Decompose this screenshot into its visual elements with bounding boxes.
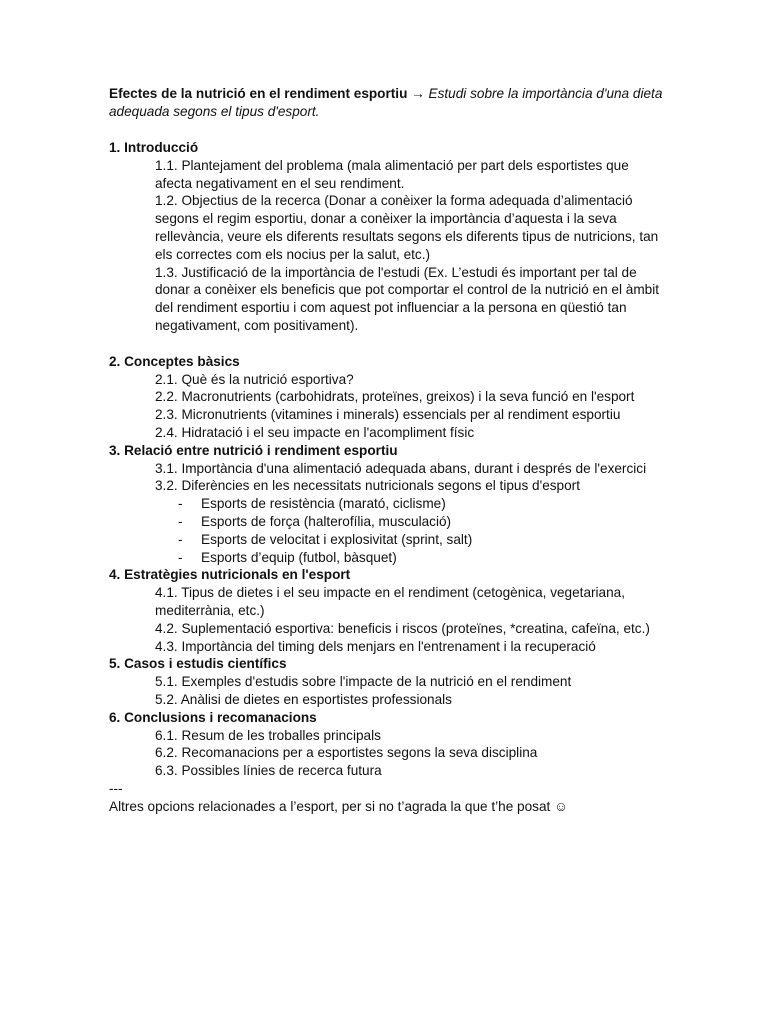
list-item: 4.1. Tipus de dietes i el seu impacte en el rendiment (cetogènica, vegetariana, mediterrània, etc.): [155, 585, 626, 618]
list-item: 2.1. Què és la nutrició esportiva?: [155, 371, 354, 387]
sub-list-item: [109, 495, 669, 513]
sub-list-item: [109, 513, 669, 531]
separator: ---: [109, 780, 123, 796]
list-item: 6.2. Recomanacions per a esportistes segons la seva disciplina: [155, 745, 538, 761]
sub-list-item-text: Esports de velocitat i explosivitat (sprint, salt): [201, 531, 473, 547]
sub-list-item: [109, 549, 669, 567]
list-item: 5.1. Exemples d'estudis sobre l'impacte de la nutrició en el rendiment: [155, 674, 572, 690]
title-main: Efectes de la nutrició en el rendiment esportiu: [109, 86, 408, 101]
sub-list-item: [109, 531, 669, 549]
footer-note: Altres opcions relacionades a l’esport, per si no t’agrada la que t’he posat ☺: [109, 798, 568, 814]
dash-bullet: -: [178, 531, 183, 547]
sub-list-item-text: Esports de força (halterofília, musculació): [201, 513, 452, 529]
list-item: 3.1. Importància d'una alimentació adequada abans, durant i després de l'exercici: [155, 460, 647, 476]
sub-list-item-text: Esports d’equip (futbol, bàsquet): [201, 549, 397, 565]
section-heading: 3. Relació entre nutrició i rendiment esportiu: [109, 442, 398, 458]
list-item: 1.3. Justificació de la importància de l'estudi (Ex. L’estudi és important per tal de donar a conèixer els beneficis que pot comportar el control de la nutrició en el àmbit del rendiment esportiu i com aquest pot influenciar a la persona en qüestió tan negativament, com positivament).: [155, 264, 660, 333]
section-2: [109, 353, 669, 442]
spacer: [109, 335, 669, 353]
list-item: 6.1. Resum de les troballes principals: [155, 727, 381, 743]
list-item: 1.1. Plantejament del problema (mala alimentació per part dels esportistes que afecta negativament en el seu rendiment.: [155, 157, 629, 191]
section-5: [109, 655, 669, 708]
section-heading: 4. Estratègies nutricionals en l'esport: [109, 567, 351, 583]
section-6: [109, 709, 669, 780]
sub-list-item-text: Esports de resistència (marató, ciclisme): [201, 496, 446, 512]
spacer: [109, 121, 669, 139]
title-subtitle: Estudi sobre la importància d'una dieta adequada segons el tipus d'esport.: [109, 86, 663, 119]
document-title: [109, 85, 669, 121]
section-heading: 2. Conceptes bàsics: [109, 353, 240, 369]
arrow-icon: →: [411, 86, 425, 101]
list-item: 2.2. Macronutrients (carbohidrats, proteïnes, greixos) i la seva funció en l'esport: [155, 389, 635, 405]
section-1: [109, 139, 669, 335]
section-heading: 6. Conclusions i recomanacions: [109, 709, 317, 725]
list-item: 2.3. Micronutrients (vitamines i minerals) essencials per al rendiment esportiu: [155, 407, 621, 423]
list-item: 5.2. Anàlisi de dietes en esportistes professionals: [155, 691, 452, 707]
list-item: 3.2. Diferències en les necessitats nutricionals segons el tipus d'esport: [155, 478, 580, 494]
section-4: [109, 566, 669, 655]
dash-bullet: -: [178, 549, 183, 565]
section-3: [109, 442, 669, 567]
dash-bullet: -: [178, 513, 183, 529]
document-page: [109, 85, 669, 816]
list-item: 2.4. Hidratació i el seu impacte en l'acompliment físic: [155, 424, 475, 440]
section-heading: 1. Introducció: [109, 140, 199, 155]
list-item: 4.3. Importància del timing dels menjars en l'entrenament i la recuperació: [155, 638, 596, 654]
dash-bullet: -: [178, 496, 183, 512]
list-item: 1.2. Objectius de la recerca (Donar a conèixer la forma adequada d’alimentació segons el regim esportiu, donar a conèixer la importància d’aquesta i la seva rellevància, veure els diferents resultats segons els diferents tipus de nutricions, tan els correctes com els nocius per la salut, etc.): [155, 193, 659, 262]
list-item: 6.3. Possibles línies de recerca futura: [155, 763, 382, 779]
list-item: 4.2. Suplementació esportiva: beneficis i riscos (proteïnes, *creatina, cafeïna, etc.): [155, 620, 650, 636]
section-heading: 5. Casos i estudis científics: [109, 656, 287, 672]
